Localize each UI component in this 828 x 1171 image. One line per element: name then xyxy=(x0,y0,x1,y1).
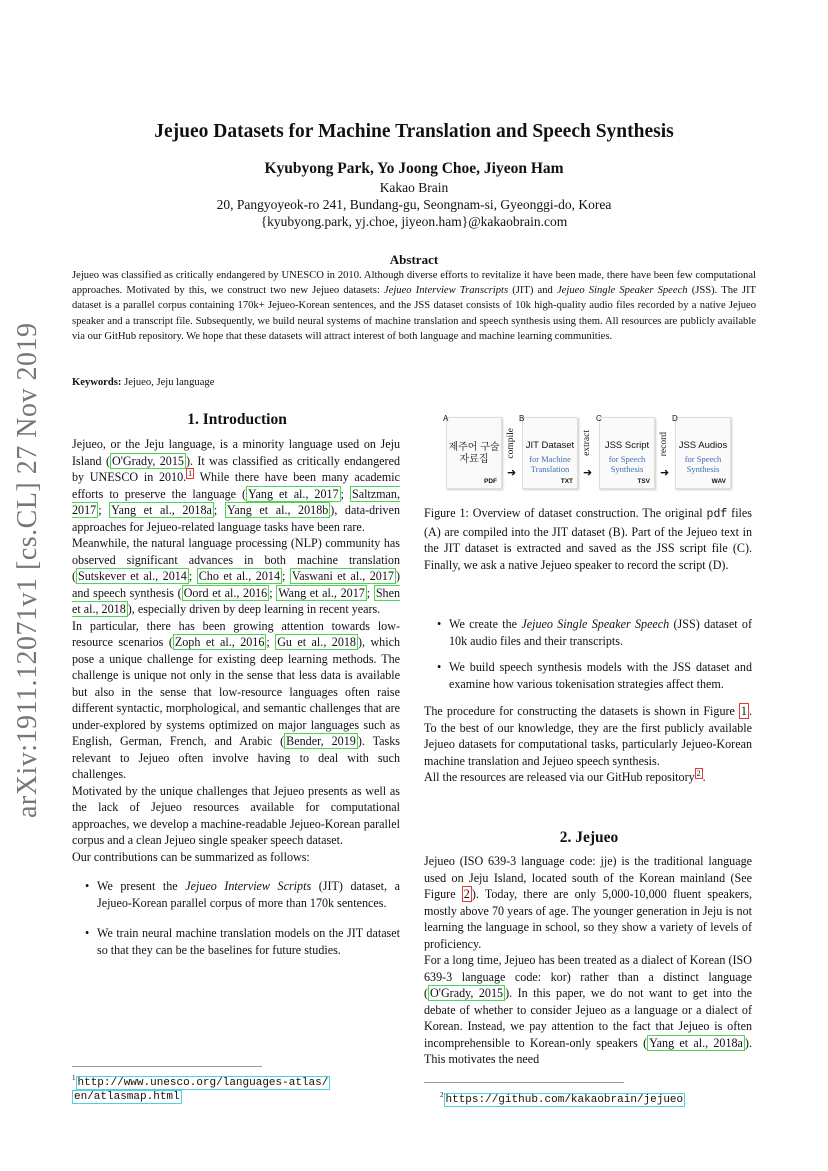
procedure-paragraph: The procedure for constructing the datasets is shown in Figure 1 . To the best of our knowledge, they are the first publicly available Jejueo datasets for computational tasks, particularly Jejueo-Korean machine translation and Jejueo speech synthesis. xyxy=(424,704,752,768)
affiliation-org: Kakao Brain xyxy=(379,180,449,195)
right-column-body xyxy=(424,616,752,786)
figure-card-c: C JSS Script for Speech Synthesis TSV xyxy=(599,417,655,489)
figure-1-caption: Figure 1: Overview of dataset construction. The original pdf files (A) are compiled into the JIT dataset (B). Part of the Jejueo text in the JIT dataset is extracted and saved as the JSS script file (C). Finally, we ask a native Jejueo speaker to record the script (D). xyxy=(424,506,752,572)
citation[interactable]: Bender, 2019 xyxy=(286,734,356,748)
resources-paragraph: All the resources are released via our GitHub repository $^2$ . xyxy=(424,768,706,784)
jejueo-paragraph-2: For a long time, Jejueo has been treated as a dialect of Korean (ISO 639-3 language code: kor) rather than a distinct language ( O'Grady, 2015 ). In this paper, we do not want to get into the debate of whether to consider Jejueo as a language or a dialect of Korean. Instead, we pay attention to the fact that Jejueo is often incomprehensible to Korean-only speakers ( Yang et al., 2018a ). This motivates the need xyxy=(424,953,752,1066)
figure-1 xyxy=(424,414,754,494)
citation[interactable]: Gu et al., 2018 xyxy=(277,635,356,649)
figure-ref[interactable]: 2 xyxy=(463,887,470,901)
citation[interactable]: Saltzman, 2017 xyxy=(72,486,400,517)
footnote-ref[interactable]: 2 xyxy=(696,768,701,778)
intro-paragraph-3: In particular, there has been growing attention towards low-resource scenarios ( Zoph et al., 2016 ; Gu et al., 2018 ), which pose a unique challenge for existing deep learning methods. The challenge is unique not only in the sense that less data is available but also in the sense that low-resource languages often raise different syntactic, morphological, and semantic challenges that are under-explored by systems optimized on major languages such as English, German, French, and Arabic ( Bender, 2019 ). Tasks relevant to Jejueo often involve having to deal with such challenges. xyxy=(72,618,401,781)
footnote-2: $^2$ https://github.com/kakaobrain/jejueo xyxy=(440,1091,684,1106)
abstract-text: Jejueo was classified as critically endangered by UNESCO in 2010. Although diverse efforts to revitalize it have been made, there have been few computational approaches. Motivated by this, we construct two new Jejueo datasets: Jejueo Interview Transcripts (JIT) and Jejueo Single Speaker Speech (JSS). The JIT dataset is a parallel corpus containing 170k+ Jejueo-Korean sentences, and the JSS dataset consists of 10k high-quality audio files recorded by a native Jejueo speaker and a transcript file. Subsequently, we build neural systems of machine translation and speech synthesis using them. All resources are publicly available via our GitHub repository. We hope that these datasets will attract interest of both language and machine learning communities. xyxy=(72,270,756,342)
footnote-link[interactable]: http://www.unesco.org/languages-atlas/ xyxy=(77,1076,329,1089)
citation[interactable]: O'Grady, 2015 xyxy=(111,453,184,468)
section-jejueo-heading: 2. Jejueo xyxy=(559,829,619,846)
arrow-right-icon: ➜ xyxy=(507,466,517,479)
abstract-heading: Abstract xyxy=(389,252,439,267)
paper-title: Jejueo Datasets for Machine Translation and Speech Synthesis xyxy=(154,121,674,142)
citation[interactable]: Oord et al., 2016 xyxy=(183,585,268,600)
introduction-body xyxy=(72,436,400,958)
footnote-link[interactable]: en/atlasmap.html xyxy=(74,1090,180,1103)
citation[interactable]: Vaswani et al., 2017 xyxy=(291,569,394,583)
arrow-right-icon: ➜ xyxy=(583,466,593,479)
step-compile: compile xyxy=(506,428,516,459)
keywords: Keywords: Jejueo, Jeju language xyxy=(72,377,215,388)
contributions-list xyxy=(72,878,400,958)
contributions-list-continued xyxy=(424,616,752,692)
footnote-1: $^1$ http://www.unesco.org/languages-atlas/ en/atlasmap.html xyxy=(72,1074,329,1103)
citation[interactable]: O'Grady, 2015 xyxy=(430,986,504,1000)
citation[interactable]: Yang et al., 2018a xyxy=(111,503,212,517)
step-record: record xyxy=(659,432,669,457)
citation[interactable]: Yang et al., 2018b xyxy=(226,503,329,517)
citation[interactable]: Yang et al., 2018a xyxy=(649,1035,743,1050)
figure-card-a: A 제주어 구술자료집 PDF xyxy=(446,417,502,489)
authors: Kyubyong Park, Yo Joong Choe, Jiyeon Ham xyxy=(264,160,564,177)
citation[interactable]: Wang et al., 2017 xyxy=(278,585,365,600)
jejueo-body xyxy=(424,853,752,1068)
arrow-right-icon: ➜ xyxy=(660,466,670,479)
citation[interactable]: Yang et al., 2017 xyxy=(248,486,339,501)
citation[interactable]: Zoph et al., 2016 xyxy=(174,635,265,649)
figure-ref[interactable]: 1 xyxy=(740,704,747,718)
step-extract: extract xyxy=(582,430,592,456)
citation[interactable]: Shen et al., 2018 xyxy=(72,585,400,616)
figure-card-d: D JSS Audios for Speech Synthesis WAV xyxy=(675,417,731,489)
intro-paragraph-4: Motivated by the unique challenges that Jejueo presents as well as the lack of Jejueo resources available for computational approaches, we develop a machine-readable Jejueo-Korean parallel corpus and a clean Jejueo single speaker speech dataset. xyxy=(72,783,400,847)
intro-paragraph-2: Meanwhile, the natural language processing (NLP) community has observed significant advances in both machine translation ( Sutskever et al., 2014 ; Cho et al., 2014 ; Vaswani et al., 2017 ) and speech synthesis ( Oord et al., 2016 ; Wang et al., 2017 ; Shen et al., 2018 ), especially driven by deep learning in recent years. xyxy=(72,536,400,616)
arxiv-stamp: arXiv:1911.12071v1 [cs.CL] 27 Nov 2019 xyxy=(12,322,43,818)
citation[interactable]: Sutskever et al., 2014 xyxy=(78,569,187,583)
list-item: • We present the Jejueo Interview Scripts (JIT) dataset, a Jejueo-Korean parallel corpus of more than 170k sentences. xyxy=(72,878,400,911)
affiliation-address: 20, Pangyoyeok-ro 241, Bundang-gu, Seongnam-si, Gyeonggi-do, Korea xyxy=(216,197,612,212)
citation[interactable]: Cho et al., 2014 xyxy=(198,569,280,583)
intro-paragraph-5: Our contributions can be summarized as follows: xyxy=(72,849,310,864)
figure-card-b: B JIT Dataset for Machine Translation TXT xyxy=(522,417,578,489)
footnote-divider xyxy=(424,1082,624,1083)
footnote-ref[interactable]: 1 xyxy=(188,468,193,478)
intro-paragraph-1: Jejueo, or the Jeju language, is a minority language used on Jeju Island ( O'Grady, 2015 ). It was classified as critically endangered by UNESCO in 2010. $^1$ While there have been many academic efforts to preserve the language ( Yang et al., 2017 ; Saltzman, 2017 ; Yang et al., 2018a ; Yang et al., 2018b ), data-driven approaches for Jejueo-related language tasks have been rare. xyxy=(72,437,400,534)
footnote-divider xyxy=(72,1066,262,1067)
list-item: • We train neural machine translation models on the JIT dataset so that they can be the baselines for future studies. xyxy=(72,925,400,958)
list-item: • We create the Jejueo Single Speaker Speech (JSS) dataset of 10k audio files and their transcripts. xyxy=(424,616,752,649)
section-introduction-heading: 1. Introduction xyxy=(187,411,287,428)
jejueo-paragraph-1: Jejueo (ISO 639-3 language code: jje) is the traditional language used on Jeju Island, located south of the Korean mainland (See Figure 2 ). Today, there are only 5,000-10,000 fluent speakers, mostly above 70 years of age. The younger generation in Jeju is not learning the language in school, so they show a variety of levels of proficiency. xyxy=(424,854,752,951)
footnote-link[interactable]: https://github.com/kakaobrain/jejueo xyxy=(445,1093,684,1106)
affiliation-email: {kyubyong.park, yj.choe, jiyeon.ham}@kakaobrain.com xyxy=(260,214,568,229)
list-item: • We build speech synthesis models with the JSS dataset and examine how various tokenisation strategies affect them. xyxy=(424,659,752,692)
